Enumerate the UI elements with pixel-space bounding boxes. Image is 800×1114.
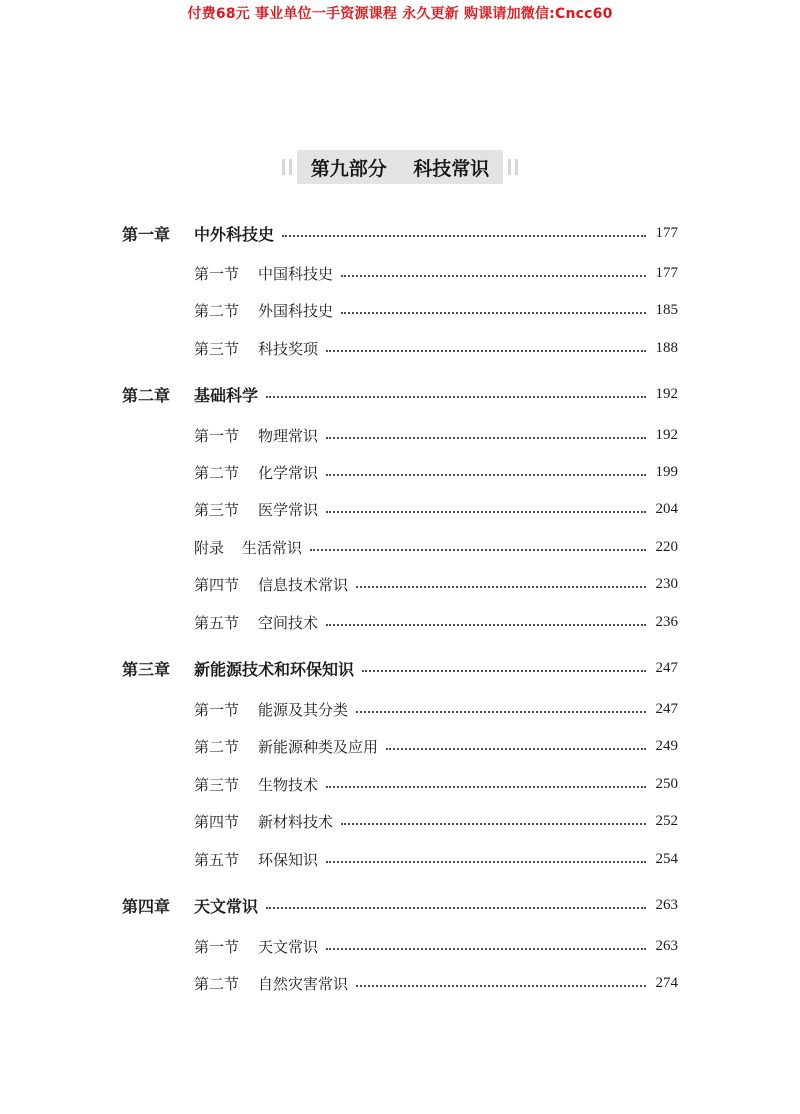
toc-dot-leader: [310, 549, 646, 551]
toc-page-number: 199: [655, 463, 678, 480]
toc-entry-number: 第一节: [194, 426, 240, 445]
toc-entry-number: 第一章: [122, 224, 171, 244]
toc-chapter-row[interactable]: [0, 383, 800, 405]
toc-dot-leader: [341, 312, 646, 314]
toc-page-number: 263: [655, 937, 678, 954]
toc-entry-number: 第三节: [194, 775, 240, 794]
toc-page-number: 220: [655, 538, 678, 555]
toc-entry-number: 第二章: [122, 385, 171, 405]
part-header-right-decoration: [508, 159, 518, 175]
toc-dot-leader: [326, 786, 646, 788]
toc-dot-leader: [341, 823, 646, 825]
toc-entry-number: 第五节: [194, 850, 240, 869]
toc-entry-title: 新材料技术: [258, 812, 334, 831]
toc-section-row[interactable]: [0, 810, 800, 832]
toc-entry-number: 第二节: [194, 737, 240, 756]
toc-section-row[interactable]: [0, 935, 800, 957]
toc-chapter-row[interactable]: [0, 657, 800, 679]
toc-entry-number: 第一节: [194, 700, 240, 719]
toc-section-row[interactable]: [0, 848, 800, 870]
toc-entry-number: 第一节: [194, 264, 240, 283]
toc-dot-leader: [326, 948, 646, 950]
toc-entry-title: 环保知识: [258, 850, 319, 869]
toc-section-row[interactable]: [0, 461, 800, 483]
toc-entry-title: 基础科学: [194, 385, 259, 405]
toc-entry-title: 科技奖项: [258, 339, 319, 358]
toc-entry-number: 第三节: [194, 339, 240, 358]
toc-page-number: 230: [655, 575, 678, 592]
toc-dot-leader: [356, 586, 646, 588]
toc-dot-leader: [326, 624, 646, 626]
toc-section-row[interactable]: [0, 299, 800, 321]
toc-entry-title: 新能源技术和环保知识: [194, 659, 355, 679]
toc-dot-leader: [326, 350, 646, 352]
toc-page-number: 177: [655, 224, 678, 241]
toc-page-number: 254: [655, 850, 678, 867]
toc-entry-number: 第二节: [194, 463, 240, 482]
toc-entry-title: 天文常识: [258, 937, 319, 956]
part-title: 第九部分 科技常识: [297, 150, 503, 184]
toc-page-number: 177: [655, 264, 678, 281]
toc-entry-number: 附录: [194, 538, 225, 557]
toc-page-number: 247: [655, 659, 678, 676]
toc-entry-number: 第四节: [194, 812, 240, 831]
toc-page-number: 263: [655, 896, 678, 913]
toc-entry-title: 生物技术: [258, 775, 319, 794]
toc-page-number: 188: [655, 339, 678, 356]
toc-entry-title: 信息技术常识: [258, 575, 349, 594]
toc-page-number: 249: [655, 737, 678, 754]
toc-entry-title: 中外科技史: [194, 224, 275, 244]
toc-entry-title: 物理常识: [258, 426, 319, 445]
toc-page-number: 204: [655, 500, 678, 517]
toc-section-row[interactable]: [0, 262, 800, 284]
toc-page-number: 252: [655, 812, 678, 829]
toc-entry-title: 中国科技史: [258, 264, 334, 283]
toc-entry-number: 第三章: [122, 659, 171, 679]
toc-dot-leader: [326, 437, 646, 439]
toc-dot-leader: [356, 711, 646, 713]
toc-entry-title: 外国科技史: [258, 301, 334, 320]
toc-entry-title: 能源及其分类: [258, 700, 349, 719]
toc-dot-leader: [282, 235, 646, 237]
toc-dot-leader: [326, 511, 646, 513]
toc-section-row[interactable]: [0, 536, 800, 558]
toc-entry-number: 第五节: [194, 613, 240, 632]
toc-section-row[interactable]: [0, 972, 800, 994]
toc-dot-leader: [386, 748, 646, 750]
toc-page-number: 247: [655, 700, 678, 717]
toc-section-row[interactable]: [0, 698, 800, 720]
toc-dot-leader: [266, 396, 646, 398]
toc-entry-number: 第四节: [194, 575, 240, 594]
toc-entry-title: 自然灾害常识: [258, 974, 349, 993]
toc-section-row[interactable]: [0, 735, 800, 757]
toc-dot-leader: [326, 861, 646, 863]
part-header-left-decoration: [282, 159, 292, 175]
toc-entry-number: 第一节: [194, 937, 240, 956]
toc-entry-number: 第二节: [194, 301, 240, 320]
toc-section-row[interactable]: [0, 611, 800, 633]
toc-page-number: 236: [655, 613, 678, 630]
toc-dot-leader: [341, 275, 646, 277]
toc-dot-leader: [356, 985, 646, 987]
toc-entry-title: 新能源种类及应用: [258, 737, 379, 756]
toc-dot-leader: [362, 670, 646, 672]
toc-section-row[interactable]: [0, 573, 800, 595]
toc-section-row[interactable]: [0, 773, 800, 795]
promo-banner: 付费68元 事业单位一手资源课程 永久更新 购课请加微信:Cncc60: [187, 6, 613, 22]
toc-entry-title: 化学常识: [258, 463, 319, 482]
toc-entry-number: 第三节: [194, 500, 240, 519]
toc-section-row[interactable]: [0, 424, 800, 446]
toc-page-number: 185: [655, 301, 678, 318]
toc-entry-title: 生活常识: [242, 538, 303, 557]
toc-page-number: 274: [655, 974, 678, 991]
toc-entry-title: 空间技术: [258, 613, 319, 632]
toc-dot-leader: [326, 474, 646, 476]
toc-chapter-row[interactable]: [0, 222, 800, 244]
toc-entry-number: 第二节: [194, 974, 240, 993]
toc-entry-title: 医学常识: [258, 500, 319, 519]
toc-section-row[interactable]: [0, 337, 800, 359]
toc-page-number: 192: [655, 385, 678, 402]
toc-chapter-row[interactable]: [0, 894, 800, 916]
toc-entry-number: 第四章: [122, 896, 171, 916]
part-header: [0, 150, 800, 184]
toc-page-number: 250: [655, 775, 678, 792]
toc-page-number: 192: [655, 426, 678, 443]
toc-entry-title: 天文常识: [194, 896, 259, 916]
toc-section-row[interactable]: [0, 498, 800, 520]
toc-dot-leader: [266, 907, 646, 909]
